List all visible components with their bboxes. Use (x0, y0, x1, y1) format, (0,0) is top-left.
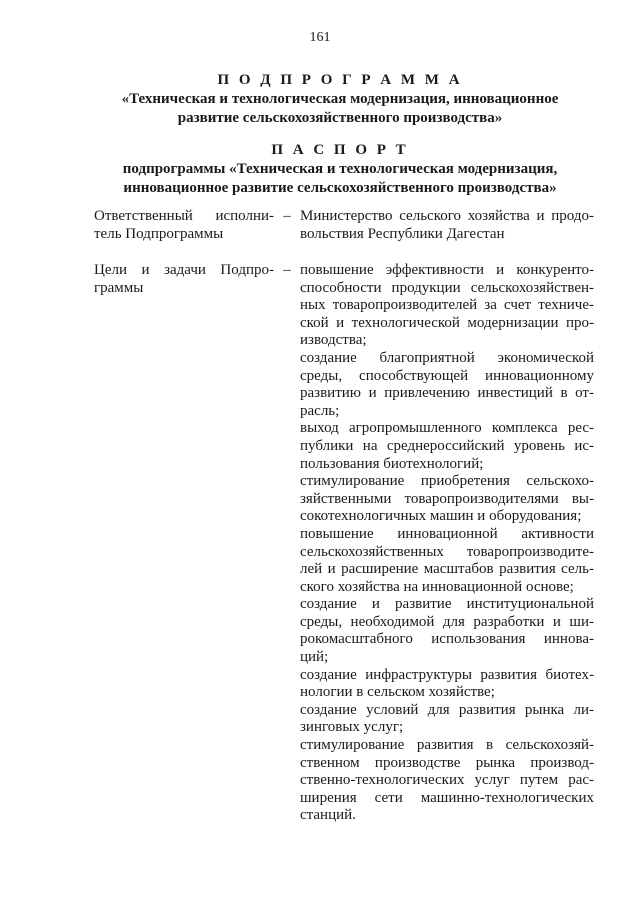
row-value (300, 208, 594, 243)
row-dash: – (283, 262, 291, 278)
value-line: ций; (300, 649, 329, 666)
value-line: ных товаропроизводителей за счет техниче- (300, 297, 594, 314)
value-line: Министерство сельского хозяйства и продо- (300, 208, 594, 224)
value-line: зинговых услуг; (300, 719, 404, 736)
value-line: станций. (300, 807, 356, 824)
value-line: ственно-технологических услуг путем рас- (300, 772, 594, 789)
passport-subtitle-line-2: инновационное развитие сельскохозяйственного производства» (123, 180, 557, 196)
label-line: Ответственный исполни- (94, 208, 274, 224)
value-line: создание благоприятной экономической (300, 349, 594, 366)
passport-subtitle-line-1: подпрограммы «Техническая и технологическая модернизация, (122, 161, 558, 177)
value-line: сокотехнологичных машин и оборудования; (300, 508, 582, 525)
value-line: стимулирование развития в сельскохозяй- (300, 737, 594, 754)
value-line: вольствия Республики Дагестан (300, 225, 505, 242)
page-number: 161 (309, 30, 331, 45)
row-value (300, 262, 594, 825)
value-line: стимулирование приобретения сельскохо- (300, 473, 594, 490)
value-line: сельскохозяйственных товаропроизводите- (300, 543, 594, 560)
value-line: ской и технологической модернизации про- (300, 314, 594, 331)
value-line: ширения сети машинно-технологических (300, 789, 594, 806)
passport-title: П А С П О Р Т (271, 142, 409, 158)
value-line: ственном производстве рынка производ- (300, 754, 594, 771)
label-line: тель Подпрограммы (94, 225, 224, 242)
row-label (94, 262, 274, 297)
subprogram-heading (60, 70, 620, 128)
row-label (94, 208, 274, 243)
value-line: создание инфраструктуры развития биотех- (300, 666, 594, 683)
value-line: нологии в сельском хозяйстве; (300, 684, 495, 701)
value-line: выход агропромышленного комплекса рес- (300, 420, 594, 437)
value-line: рокомасштабного использования иннова- (300, 631, 594, 648)
subprogram-title: П О Д П Р О Г Р А М М А (217, 72, 463, 88)
value-line: повышение эффективности и конкуренто- (300, 262, 594, 278)
value-line: среды, способствующей инновационному (300, 367, 594, 384)
value-line: способности продукции сельскохозяйствен- (300, 279, 594, 296)
value-line: повышение инновационной активности (300, 525, 594, 542)
label-line: Цели и задачи Подпро- (94, 262, 274, 278)
value-line: среды, необходимой для разработки и ши- (300, 613, 594, 630)
passport-heading (60, 140, 620, 198)
value-line: развитию и привлечению инвестиций в от- (300, 385, 594, 402)
value-line: создание и развитие институциональной (300, 596, 594, 613)
value-line: публики на среднероссийский уровень ис- (300, 437, 594, 454)
row-dash: – (283, 208, 291, 224)
subprogram-name-line-2: развитие сельскохозяйственного производства» (177, 110, 503, 126)
value-line: ского хозяйства на инновационной основе; (300, 578, 574, 595)
value-line: лей и расширение масштабов развития сель- (300, 561, 594, 578)
value-line: изводства; (300, 332, 367, 349)
value-line: создание условий для развития рынка ли- (300, 701, 594, 718)
subprogram-name-line-1: «Техническая и технологическая модернизация, инновационное (121, 91, 559, 107)
label-line: граммы (94, 279, 144, 296)
value-line: зяйственными товаропроизводителями вы- (300, 490, 594, 507)
value-line: пользования биотехнологий; (300, 455, 484, 472)
value-line: расль; (300, 402, 340, 419)
